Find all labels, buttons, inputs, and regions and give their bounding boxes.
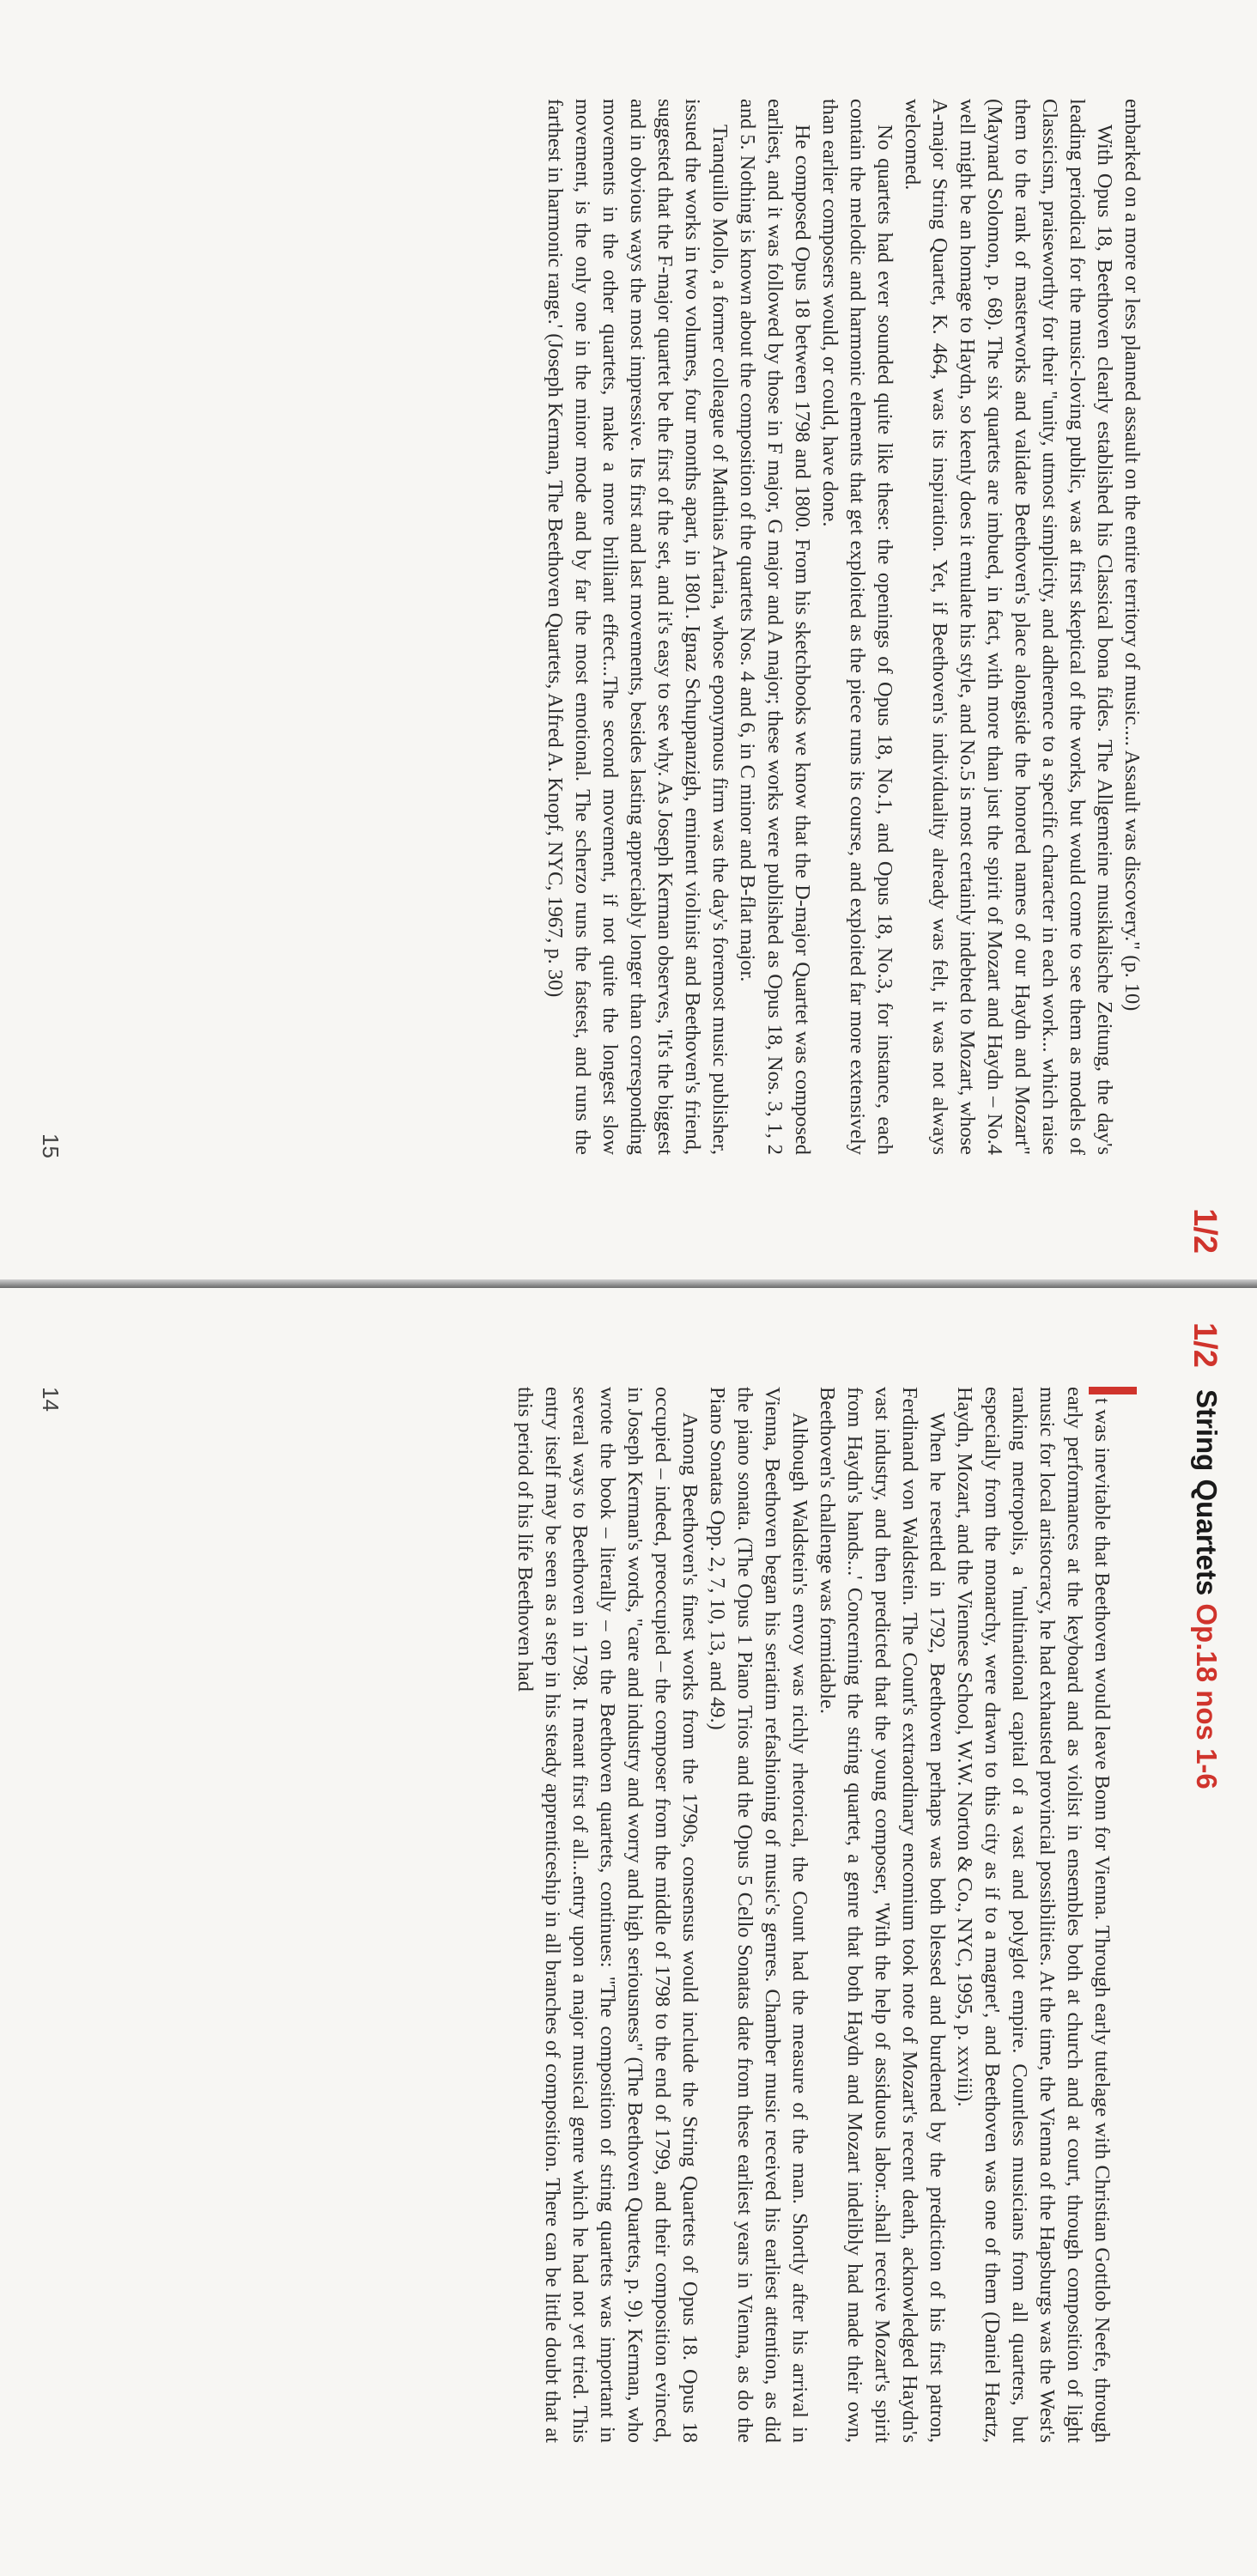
paragraph: Although Waldstein's envoy was richly rhetorical, the Count had the measure of the man. Shortly after his arrival in Vienna, Beethoven began his seriatim refashioning of music's genres. Chamber music received his earliest attention, as did the piano sonata. (The Opus 1 Piano Trios and the Opus 5 Cello Sonatas date from these earliest years in Vienna, as do the Piano Sonatas Opp. 2, 7, 10, 13, and 49.): [706, 1387, 811, 2443]
section-marker-right: 1/2: [1187, 1208, 1223, 1254]
paragraph: Among Beethoven's finest works from the 1790s, consensus would include the String Quartets of Opus 18. Opus 18 occupied – indeed, preoccupied – the composer from the middle of 1798 to the end of 1799, and their composition evinced, in Joseph Kerman's words, "care and industry and worry and high seriousness" (The Beethoven Quartets, p. 9). Kerman, who wrote the book – literally – on the Beethoven quartets, continues: "The composition of string quartets was important in several ways to Beethoven in 1798. It meant first of all...entry upon a major musical genre which he had not yet tried. This entry itself may be seen as a step in his steady apprenticeship in all branches of composition. There can be little doubt that at this period of his life Beethoven had: [513, 1387, 701, 2443]
paragraph: embarked on a more or less planned assault on the entire territory of music.... Assault was discovery." (p. 10): [1120, 99, 1144, 1012]
text-column-page-15: [541, 99, 1145, 1155]
page-number: 14: [38, 1387, 64, 1412]
page-title: [1190, 1389, 1223, 1789]
paragraph: Tranquillo Mollo, a former colleague of Matthias Artaria, whose eponymous firm was the day's foremost music publisher, issued the works in two volumes, four months apart, in 1801. Ignaz Schuppanzigh, eminent violinist and Beethoven's friend, suggested that the F-major quartet be the first of the set, and it's easy to see why. As Joseph Kerman observes, 'It's the biggest and in obvious ways the most impressive. Its first and last movements, besides lasting appreciably longer than corresponding movements in the other quartets, make a more brilliant effect...The second movement, if not quite the longest slow movement, is the only one in the minor mode and by far the most emotional. The scherzo runs the fastest, and runs the farthest in harmonic range.' (Joseph Kerman, The Beethoven Quartets, Alfred A. Knopf, NYC, 1967, p. 30): [543, 99, 732, 1155]
paragraph: When he resettled in 1792, Beethoven perhaps was both blessed and burdened by the prediction of his first patron, Ferdinand von Waldstein. The Count's extraordinary encomium took note of Mozart's recent death, acknowledged Haydn's vast industry, and then predicted that the young composer, 'With the help of assiduous labor...shall receive Mozart's spirit from Haydn's hands...' Concerning the string quartet, a genre that both Haydn and Mozart indelibly had made their own, Beethoven's challenge was formidable.: [816, 1387, 949, 2443]
paragraph: No quartets had ever sounded quite like these: the openings of Opus 18, No.1, and Opus 18, No.3, for instance, each contain the melodic and harmonic elements that get exploited as the piece runs its course, and exploited far more extensively than earlier composers would, or could, have done.: [818, 99, 896, 1155]
paragraph: [950, 1387, 1137, 2443]
title-prefix: String Quartets: [1191, 1389, 1223, 1604]
title-accent: Op.18 nos 1-6: [1191, 1603, 1223, 1789]
text-column-page-14: [511, 1387, 1137, 2443]
page-number: 15: [38, 1133, 64, 1158]
page-14: [0, 1288, 1257, 2576]
dropcap-bar-icon: [1089, 1387, 1137, 1394]
paragraph: With Opus 18, Beethoven clearly established his Classical bona fides. The Allgemeine musikalische Zeitung, the day's leading periodical for the music-loving public, was at first skeptical of the works, but would come to see them as models of Classicism, praiseworthy for their "unity, utmost simplicity, and adherence to a specific character in each work... which raise them to the rank of masterworks and validate Beethoven's place alongside the honored names of our Haydn and Mozart" (Maynard Solomon, p. 68). The six quartets are imbued, in fact, with more than just the spirit of Mozart and Haydn – No.4 well might be an homage to Haydn, so keenly does it emulate his style, and No.5 is most certainly indebted to Mozart, whose A-major String Quartet, K. 464, was its inspiration. Yet, if Beethoven's individuality already was felt, it was not always welcomed.: [901, 99, 1116, 1155]
paragraph: He composed Opus 18 between 1798 and 1800. From his sketchbooks we know that the D-major Quartet was composed earliest, and it was followed by those in F major, G major and A major; these works were published as Opus 18, Nos. 3, 1, 2 and 5. Nothing is known about the composition of the quartets Nos. 4 and 6, in C minor and B-flat major.: [736, 99, 814, 1155]
section-marker-left: 1/2: [1187, 1322, 1223, 1368]
paragraph-text: t was inevitable that Beethoven would leave Bonn for Vienna. Through early tutelage with Christian Gottlob Neefe, through early performances at the keyboard and as violist in ensembles both at church and at court, through composition of light music for local aristocracy, he had exhausted provincial possibilities. At the time, the Vienna of the Hapsburgs was the West's ranking metropolis, a 'multinational capital of a vast and polyglot empire. Countless musicians from all quarters, but especially from the monarchy, were drawn to this city as if to a magnet', and Beethoven was one of them (Daniel Heartz, Haydn, Mozart, and the Viennese School, W.W. Norton & Co., NYC, 1995, p. xxviii).: [953, 1387, 1114, 2443]
